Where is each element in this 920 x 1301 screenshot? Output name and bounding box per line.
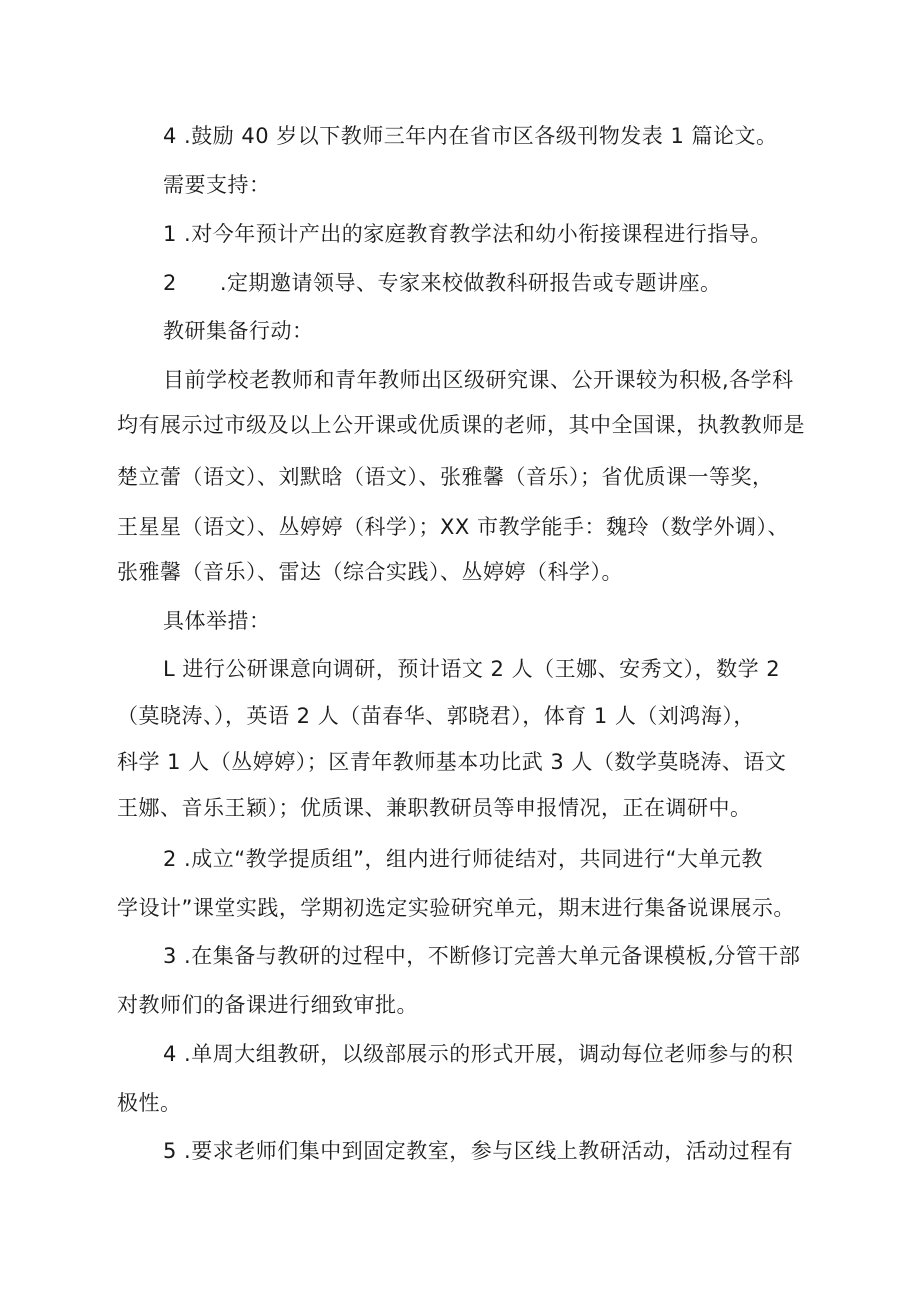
text-line: 极性。 <box>117 1091 182 1115</box>
text-line: 王娜、音乐王颖）；优质课、兼职教研员等申报情况，正在调研中。 <box>117 796 752 820</box>
text-line: 4 .单周大组教研，以级部展示的形式开展，调动每位老师参与的积 <box>163 1042 794 1066</box>
section-heading: 教研集备行动： <box>163 319 314 343</box>
text-line: 王星星（语文）、丛婷婷（科学）；XX 市教学能手：魏玲（数学外调）、 <box>117 515 789 539</box>
text-line: 张雅馨（音乐）、雷达（综合实践）、丛婷婷（科学）。 <box>117 560 623 584</box>
text-line: 均有展示过市级及以上公开课或优质课的老师，其中全国课，执教教师是 <box>117 413 805 437</box>
text-line: 3 .在集备与教研的过程中，不断修订完善大单元备课模板,分管干部 <box>163 944 801 968</box>
text-line: 5 .要求老师们集中到固定教室，参与区线上教研活动，活动过程有 <box>163 1139 794 1163</box>
section-heading: 具体举措： <box>163 609 271 633</box>
text-line: 学设计”课堂实践，学期初选定实验研究单元，期末进行集备说课展示。 <box>117 896 795 920</box>
text-line: 对教师们的备课进行细致审批。 <box>117 993 418 1017</box>
text-line: 科学 1 人（丛婷婷）；区青年教师基本功比武 3 人（数学莫晓涛、语文 <box>117 750 787 774</box>
text-line: 目前学校老教师和青年教师出区级研究课、公开课较为积极,各学科 <box>163 368 794 392</box>
text-line: （莫晓涛、），英语 2 人（苗春华、郭晓君），体育 1 人（刘鸿海）， <box>117 704 755 728</box>
text-line: 楚立蕾（语文）、刘默晗（语文）、张雅馨（音乐）；省优质课一等奖， <box>117 465 774 489</box>
text-line: 1 .对今年预计产出的家庭教育教学法和幼小衔接课程进行指导。 <box>163 222 772 246</box>
text-line: 2 .定期邀请领导、专家来校做教科研报告或专题讲座。 <box>163 271 722 295</box>
section-heading: 需要支持： <box>163 173 271 197</box>
text-line: 4 .鼓励 40 岁以下教师三年内在省市区各级刊物发表 1 篇论文。 <box>163 124 778 148</box>
text-line: 2 .成立“教学提质组”，组内进行师徒结对，共同进行“大单元教 <box>163 847 763 871</box>
text-line: L 进行公研课意向调研，预计语文 2 人（王娜、安秀文），数学 2 <box>163 657 781 681</box>
